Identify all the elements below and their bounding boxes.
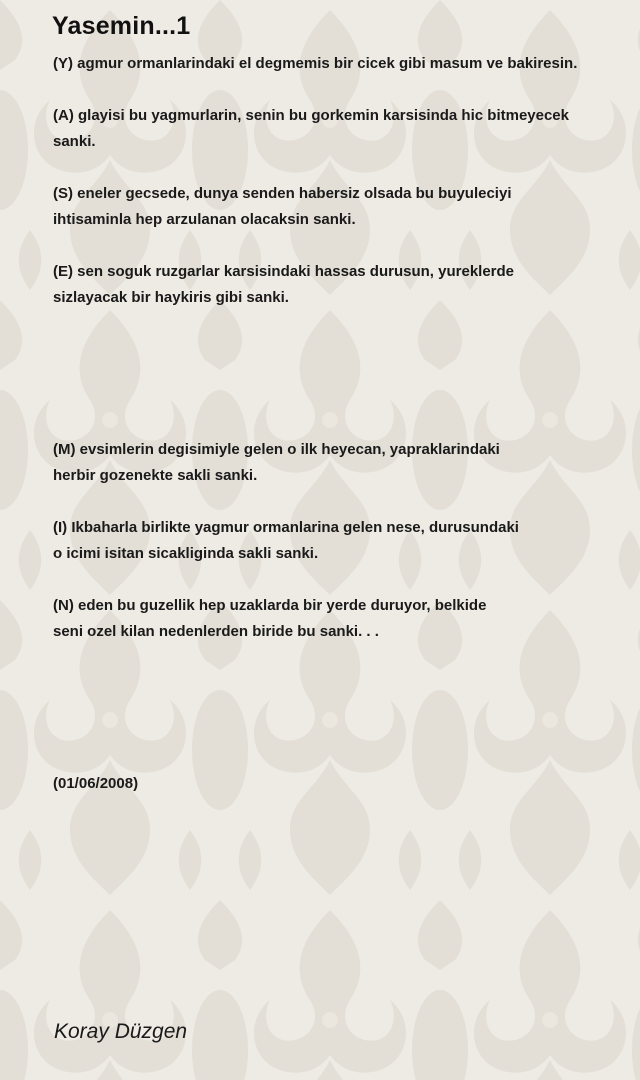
poem-line: (E) sen soguk ruzgarlar karsisindaki hassas durusun, yureklerde xyxy=(53,263,515,280)
poem-line: sanki. xyxy=(53,133,96,150)
poem-author: Koray Düzgen xyxy=(54,1020,188,1043)
poem-line: (N) eden bu guzellik hep uzaklarda bir yerde duruyor, belkide xyxy=(53,597,487,614)
poem-line: sizlayacak bir haykiris gibi sanki. xyxy=(53,289,289,306)
poem-line: (I) Ikbaharla birlikte yagmur ormanlarina gelen nese, durusundaki xyxy=(53,519,519,536)
poem-line: o icimi isitan sicakliginda sakli sanki. xyxy=(53,545,319,562)
poem-line: seni ozel kilan nedenlerden biride bu sanki. . . xyxy=(53,623,379,640)
poem-line: (Y) agmur ormanlarindaki el degmemis bir cicek gibi masum ve bakiresin. xyxy=(53,55,578,72)
poem-line: ihtisaminla hep arzulanan olacaksin sanki. xyxy=(53,211,356,228)
poem-date: (01/06/2008) xyxy=(53,775,139,792)
poem-title: Yasemin...1 xyxy=(52,12,191,40)
poem-line: herbir gozenekte sakli sanki. xyxy=(53,467,258,484)
poem-line: (A) glayisi bu yagmurlarin, senin bu gorkemin karsisinda hic bitmeyecek xyxy=(53,107,569,124)
poem-line: (M) evsimlerin degisimiyle gelen o ilk heyecan, yapraklarindaki xyxy=(53,441,500,458)
poem-line: (S) eneler gecsede, dunya senden habersiz olsada bu buyuleciyi xyxy=(53,185,512,202)
